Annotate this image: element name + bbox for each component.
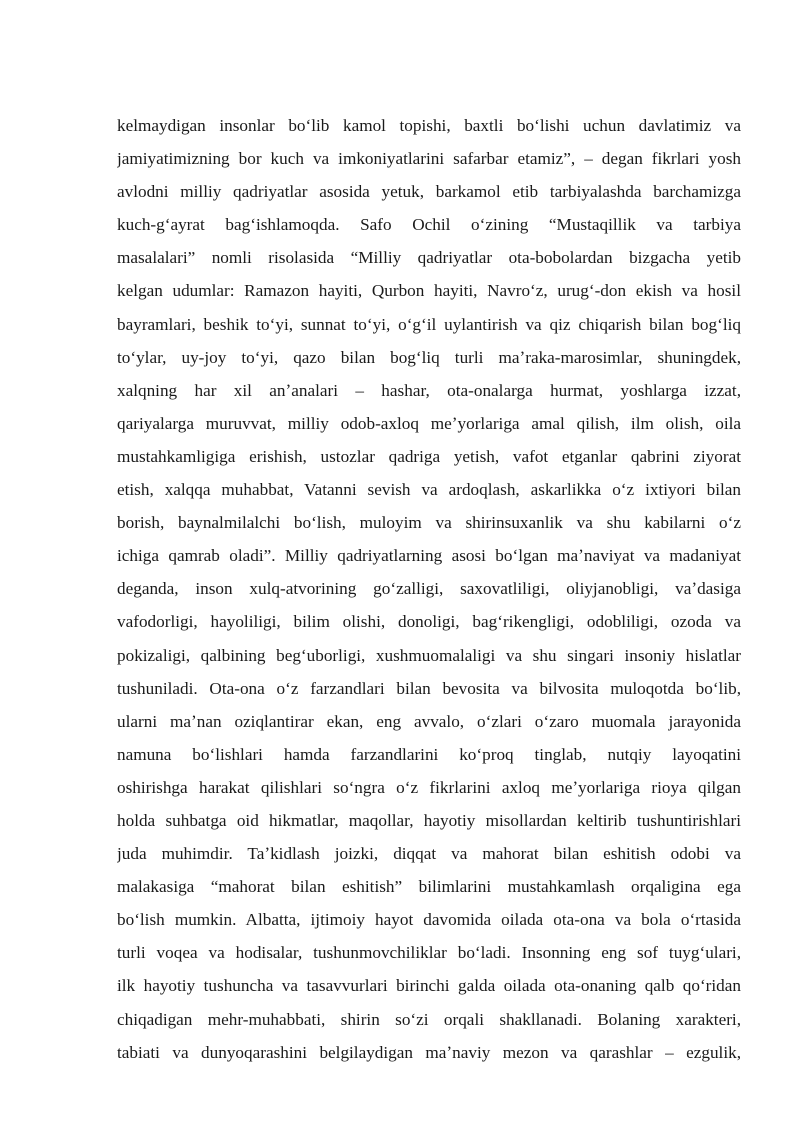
text-line: turli voqea va hodisalar, tushunmovchiliklar boʻladi. Insonning eng sof tuygʻulari, (117, 943, 741, 963)
text-line: qariyalarga muruvvat, milliy odob-axloq meʼyorlariga amal qilish, ilm olish, oila (117, 413, 741, 433)
text-line: ichiga qamrab oladi”. Milliy qadriyatlarning asosi boʻlgan maʼnaviyat va madaniyat (117, 546, 741, 566)
text-line: malakasiga “mahorat bilan eshitish” bilimlarini mustahkamlash orqaligina ega (117, 877, 741, 897)
text-line: xalqning har xil anʼanalari – hashar, ota-onalarga hurmat, yoshlarga izzat, (117, 380, 741, 400)
text-line: oshirishga harakat qilishlari soʻngra oʻz fikrlarini axloq meʼyorlariga rioya qilgan (117, 777, 741, 797)
text-line: kelgan udumlar: Ramazon hayiti, Qurbon hayiti, Navroʻz, urugʻ-don ekish va hosil (117, 281, 741, 301)
text-line: mustahkamligiga erishish, ustozlar qadriga yetish, vafot etganlar qabrini ziyorat (117, 446, 741, 466)
text-line: juda muhimdir. Taʼkidlash joizki, diqqat va mahorat bilan eshitish odobi va (117, 844, 741, 864)
text-line: vafodorligi, hayoliligi, bilim olishi, donoligi, bagʻrikengligi, odobliligi, ozoda va (117, 612, 741, 632)
text-line: jamiyatimizning bor kuch va imkoniyatlarini safarbar etamiz”, – degan fikrlari yosh (117, 149, 741, 169)
text-line: holda suhbatga oid hikmatlar, maqollar, hayotiy misollardan keltirib tushuntirishlari (117, 810, 741, 830)
text-line: etish, xalqqa muhabbat, Vatanni sevish va ardoqlash, askarlikka oʻz ixtiyori bilan (117, 480, 741, 500)
text-line: borish, baynalmilalchi boʻlish, muloyim va shirinsuxanlik va shu kabilarni oʻz (117, 513, 741, 533)
text-line: kelmaydigan insonlar boʻlib kamol topishi, baxtli boʻlishi uchun davlatimiz va (117, 116, 741, 135)
text-line: kuch-gʻayrat bagʻishlamoqda. Safo Ochil oʻzining “Mustaqillik va tarbiya (117, 215, 741, 235)
text-line: masalalari” nomli risolasida “Milliy qadriyatlar ota-bobolardan bizgacha yetib (117, 248, 741, 268)
body-text (117, 109, 741, 1069)
text-line: pokizaligi, qalbining begʻuborligi, xushmuomalaligi va shu singari insoniy hislatlar (117, 645, 741, 665)
text-line: namuna boʻlishlari hamda farzandlarini koʻproq tinglab, nutqiy layoqatini (117, 744, 741, 764)
text-line: deganda, inson xulq-atvorining goʻzalligi, saxovatliligi, oliyjanobligi, vaʼdasiga (117, 579, 741, 599)
text-line: chiqadigan mehr-muhabbati, shirin soʻzi orqali shakllanadi. Bolaning xarakteri, (117, 1009, 741, 1029)
text-line: tabiati va dunyoqarashini belgilaydigan maʼnaviy mezon va qarashlar – ezgulik, (117, 1042, 741, 1062)
text-line: avlodni milliy qadriyatlar asosida yetuk, barkamol etib tarbiyalashda barchamizga (117, 182, 741, 202)
text-line: bayramlari, beshik toʻyi, sunnat toʻyi, oʻgʻil uylantirish va qiz chiqarish bilan bogʻliq (117, 314, 741, 334)
text-line: ilk hayotiy tushuncha va tasavvurlari birinchi galda oilada ota-onaning qalb qoʻridan (117, 976, 741, 996)
text-line: tushuniladi. Ota-ona oʻz farzandlari bilan bevosita va bilvosita muloqotda boʻlib, (117, 678, 741, 698)
text-line: toʻylar, uy-joy toʻyi, qazo bilan bogʻliq turli maʼraka-marosimlar, shuningdek, (117, 347, 741, 367)
text-line: boʻlish mumkin. Albatta, ijtimoiy hayot davomida oilada ota-ona va bola oʻrtasida (117, 910, 741, 930)
text-line: ularni maʼnan oziqlantirar ekan, eng avvalo, oʻzlari oʻzaro muomala jarayonida (117, 711, 741, 731)
